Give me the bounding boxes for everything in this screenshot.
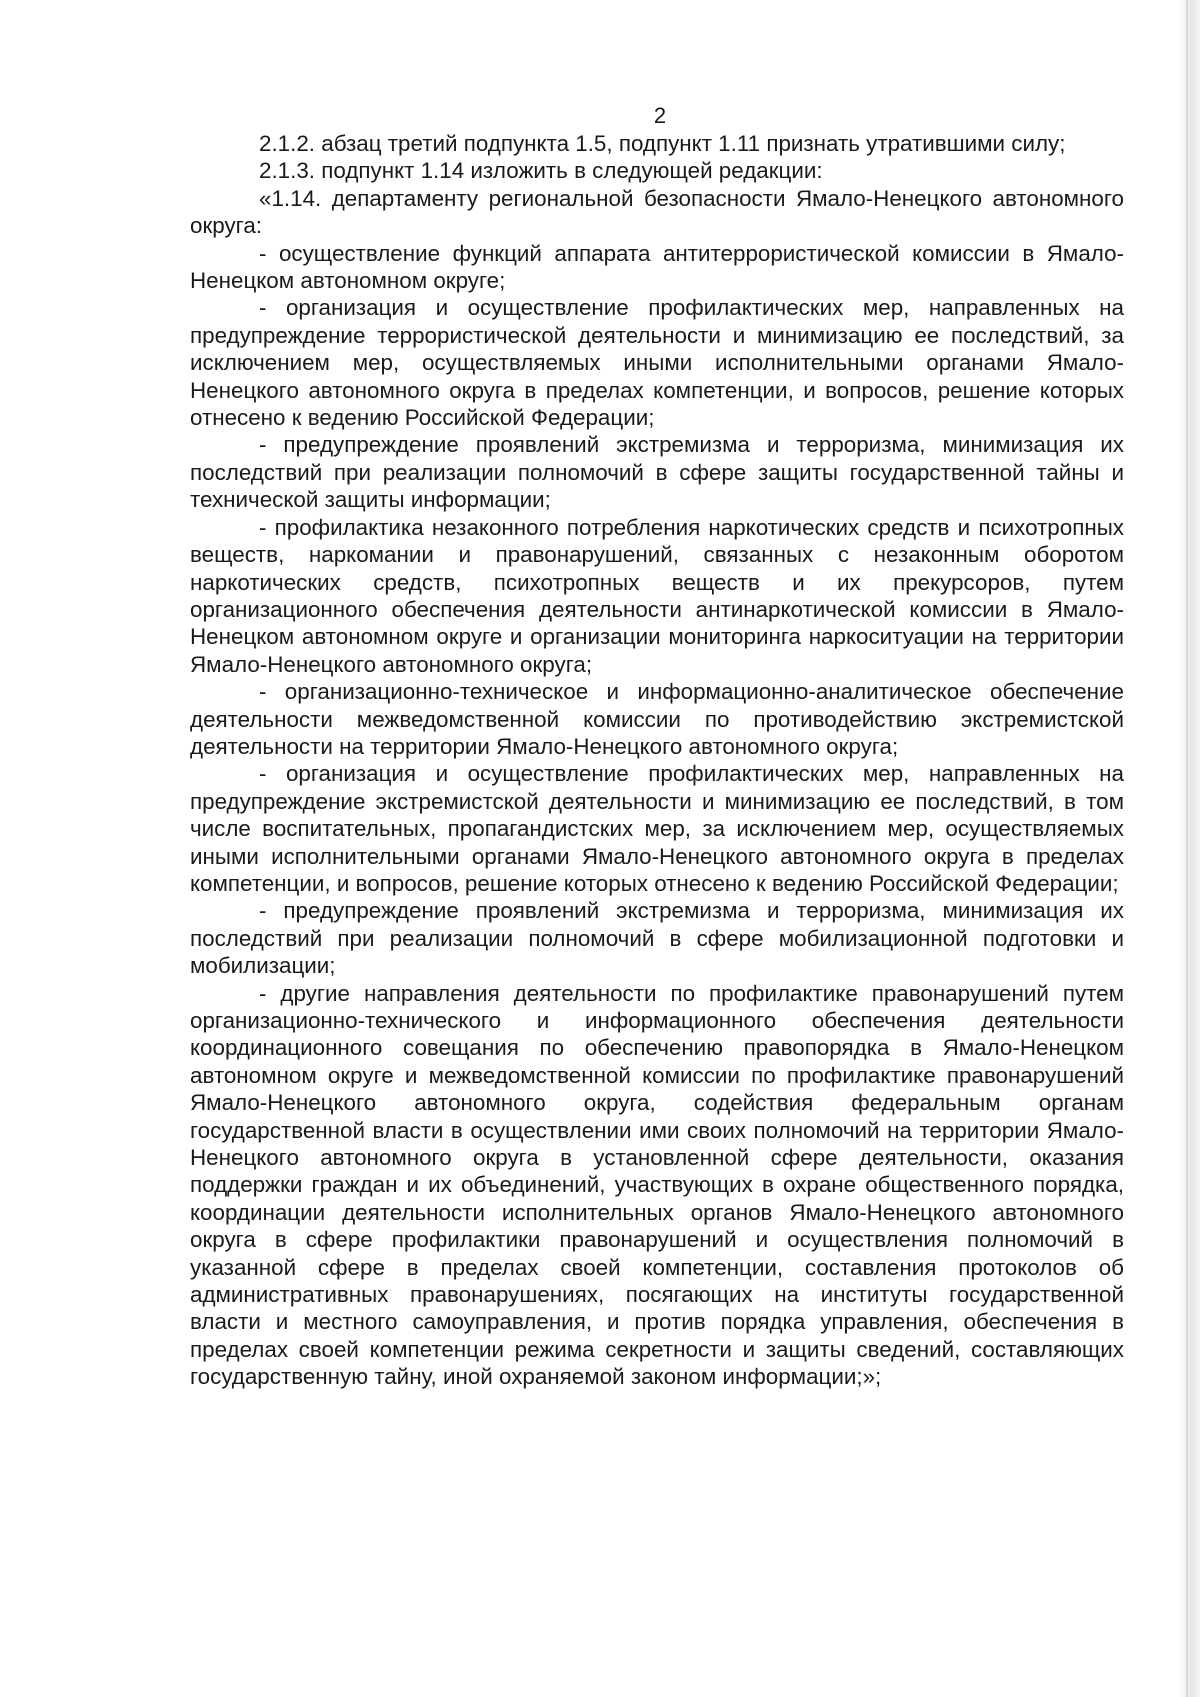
- scan-edge-shadow: [1178, 0, 1200, 1697]
- list-item-state-secret-protection: - предупреждение проявлений экстремизма и терроризма, минимизация их последствий при реализации полномочий в сфере защиты государственной тайны и технической защиты информации;: [190, 432, 1124, 513]
- list-item-antiterror-commission: - осуществление функций аппарата антитеррористической комиссии в Ямало-Ненецком автономном округе;: [190, 240, 1124, 294]
- paragraph-2-1-2: 2.1.2. абзац третий подпункта 1.5, подпункт 1.11 признать утратившими силу;: [259, 131, 1066, 156]
- list-item-terrorism-prevention: - организация и осуществление профилактических мер, направленных на предупреждение террористической деятельности и минимизацию ее последствий, за исключением мер, осуществляемых иными исполнительными органами Ямало-Ненецкого автономного округа в пределах компетенции, и вопросов, решение которых отнесено к ведению Российской Федерации;: [190, 295, 1124, 431]
- paragraph-2-1-3: 2.1.3. подпункт 1.14 изложить в следующей редакции:: [259, 158, 823, 184]
- list-item-extremism-prevention: - организация и осуществление профилактических мер, направленных на предупреждение экстремистской деятельности и минимизацию ее последствий, в том числе воспитательных, пропагандистских мер, за исключением мер, осуществляемых иными исполнительными органами Ямало-Ненецкого автономного округа в пределах компетенции, и вопросов, решение которых отнесено к ведению Российской Федерации;: [190, 761, 1124, 896]
- scan-edge-line: [1186, 0, 1188, 1697]
- list-item-other-directions: - другие направления деятельности по профилактике правонарушений путем организационно-технического и информационного обеспечения деятельности координационного совещания по обеспечению правопорядка в Ямало-Ненецком автономном округе и межведомственной комиссии по профилактике правонарушений Ямало-Ненецкого автономного округа, содействия федеральным органам государственной власти в осуществлении ими своих полномочий на территории Ямало-Ненецкого автономного округа в установленной сфере деятельности, оказания поддержки граждан и их объединений, участвующих в охране общественного порядка, координации деятельности исполнительных органов Ямало-Ненецкого автономного округа в сфере профилактики правонарушений и осуществления полномочий в указанной сфере в пределах своей компетенции, составления протоколов об административных правонарушениях, посягающих на институты государственной власти и местного самоуправления, и против порядка управления, обеспечения в пределах своей компетенции режима секретности и защиты сведений, составляющих государственную тайну, иной охраняемой законом информации;»;: [190, 980, 1124, 1390]
- list-item-drug-prevention: - профилактика незаконного потребления наркотических средств и психотропных веществ, наркомании и правонарушений, связанных с незаконным оборотом наркотических средств, психотропных веществ и их прекурсоров, путем организационного обеспечения деятельности антинаркотической комиссии в Ямало-Ненецком автономном округе и организации мониторинга наркоситуации на территории Ямало-Ненецкого автономного округа;: [190, 514, 1124, 677]
- list-item-extremism-commission: - организационно-техническое и информационно-аналитическое обеспечение деятельности межведомственной комиссии по противодействию экстремистской деятельности на территории Ямало-Ненецкого автономного округа;: [190, 679, 1124, 759]
- paragraph-1-14-heading: «1.14. департаменту региональной безопасности Ямало-Ненецкого автономного округа:: [190, 185, 1124, 239]
- page-number: 2: [653, 103, 667, 128]
- list-item-mobilization: - предупреждение проявлений экстремизма и терроризма, минимизация их последствий при реализации полномочий в сфере мобилизационной подготовки и мобилизации;: [190, 898, 1124, 979]
- document-body: [190, 130, 1124, 1391]
